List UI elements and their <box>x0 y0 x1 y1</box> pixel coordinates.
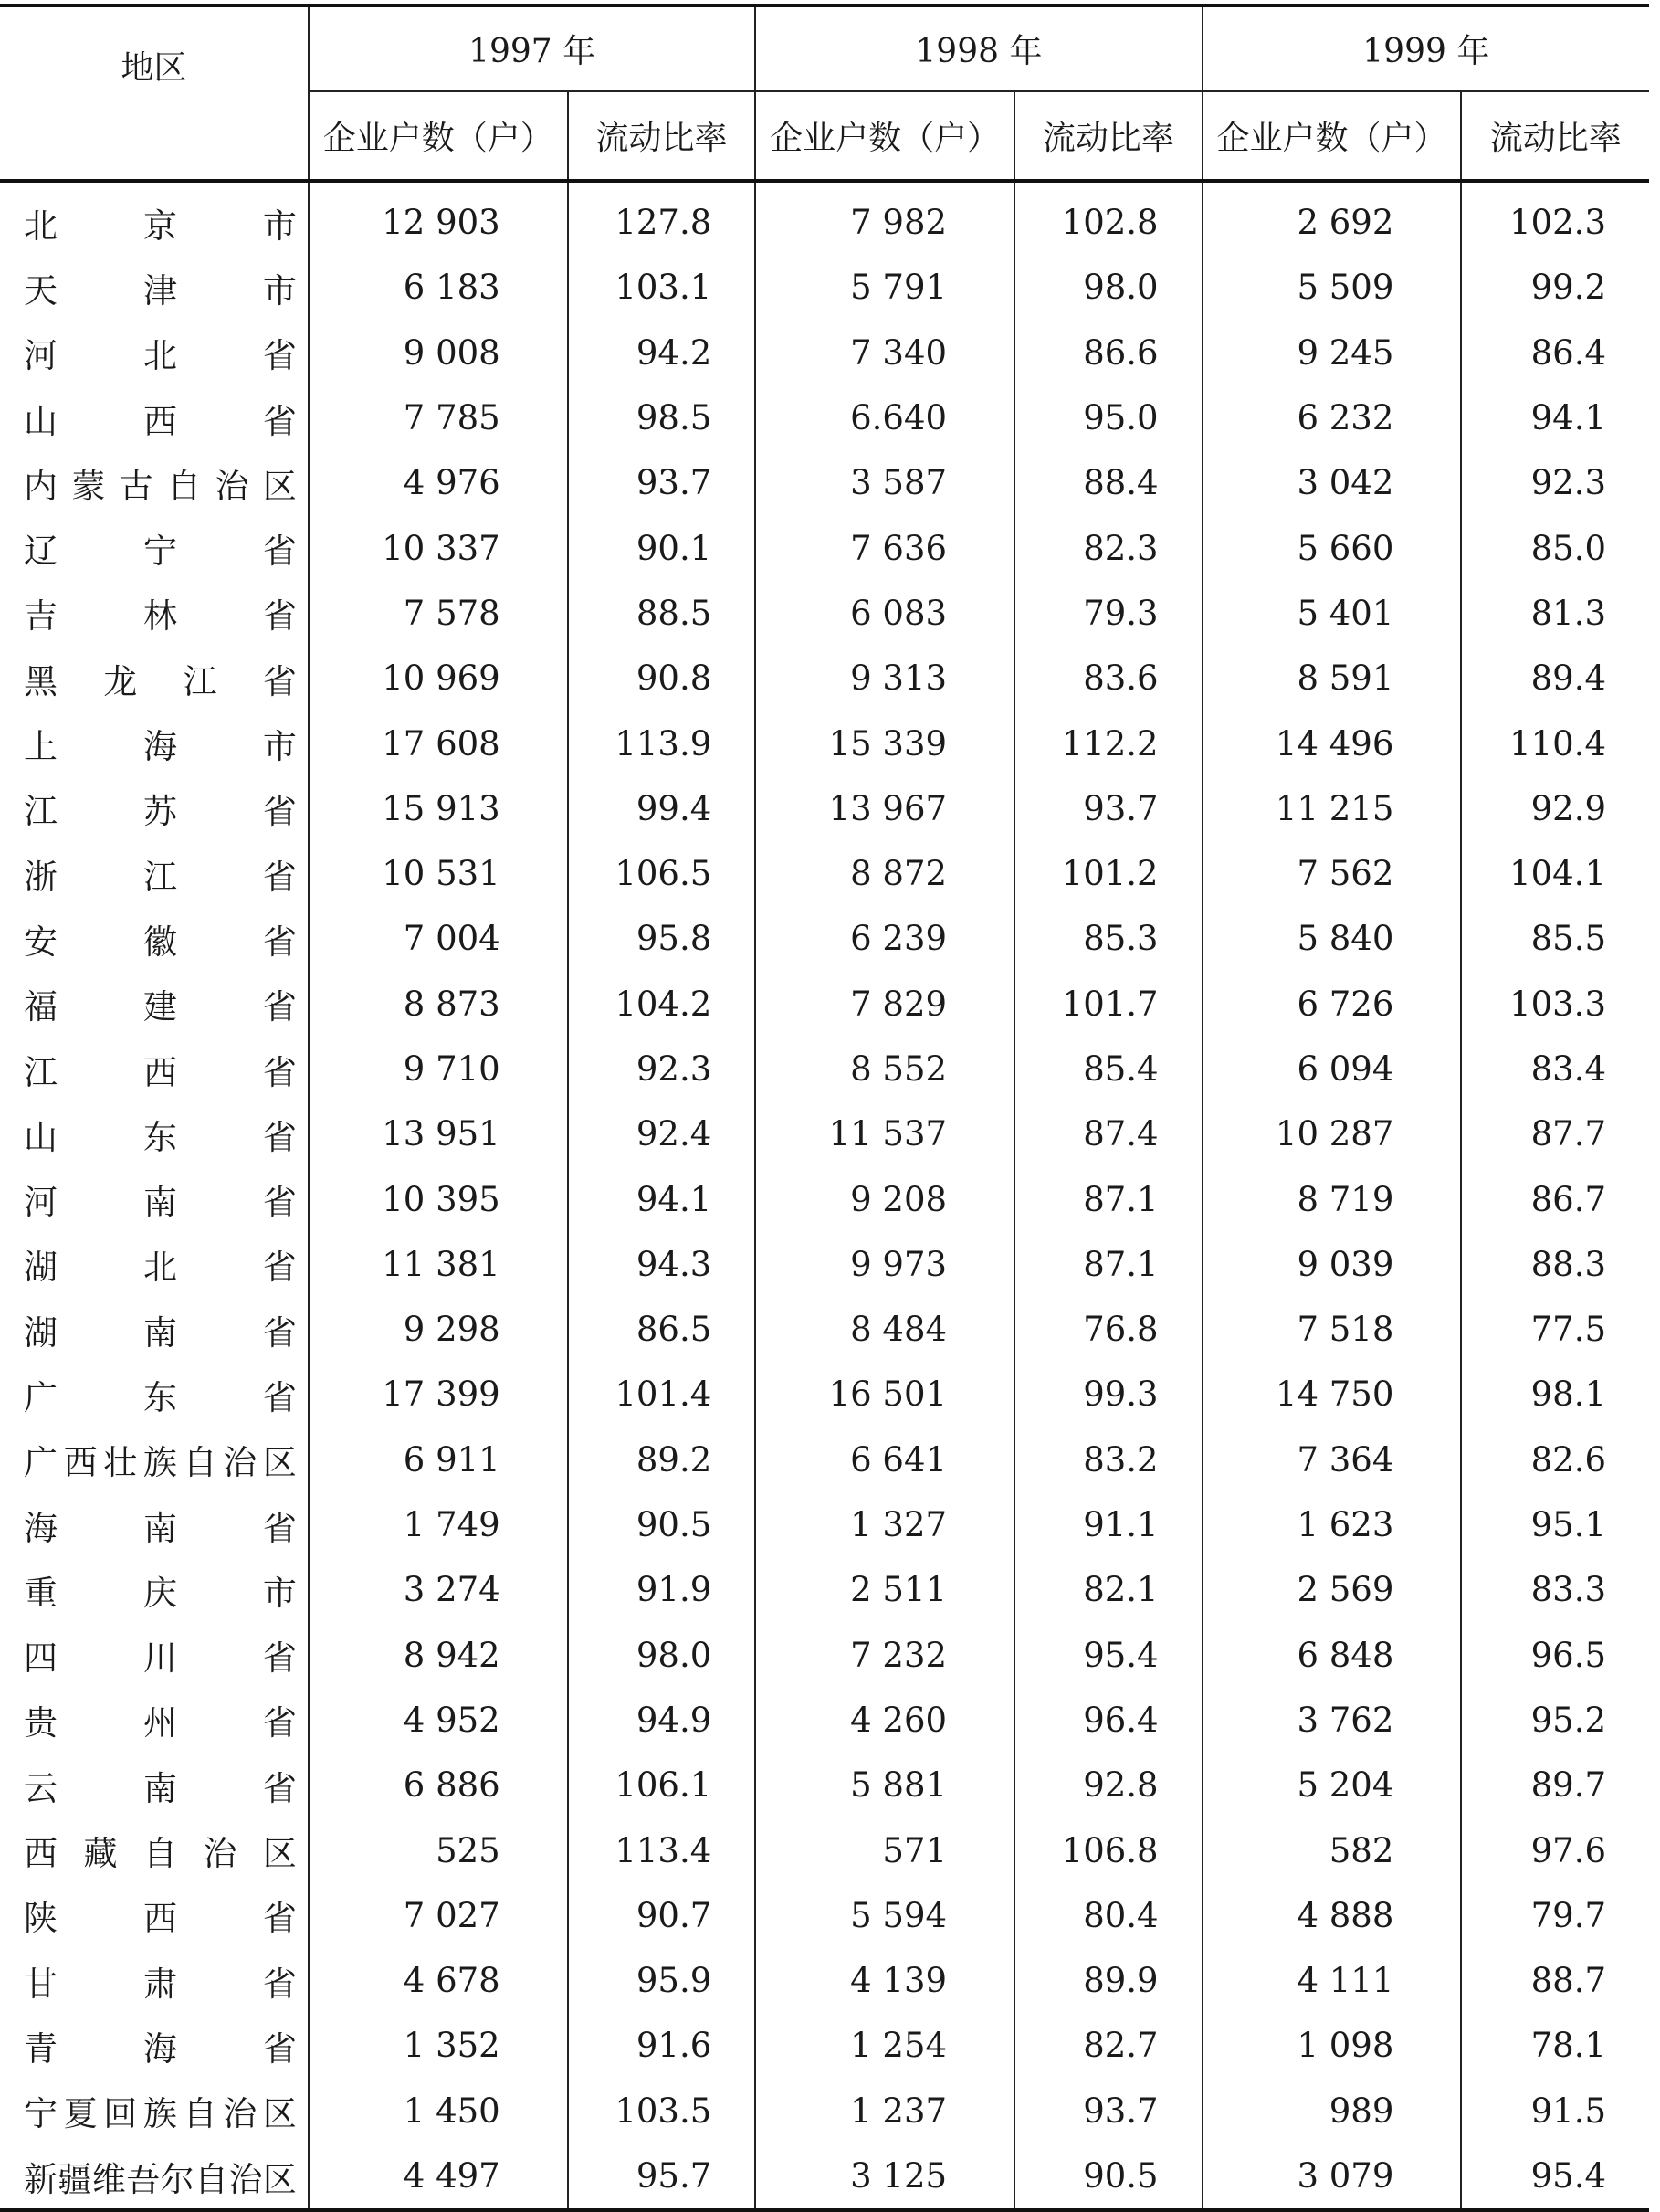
current-ratio-cell: 90.5 <box>568 1492 756 1557</box>
region-cell <box>0 450 309 515</box>
region-name: 山 东 省 <box>24 1117 297 1157</box>
region-name: 浙 江 省 <box>24 857 297 897</box>
enterprise-count-cell: 571 <box>755 1817 1014 1882</box>
enterprise-count-cell: 1 352 <box>309 2013 568 2078</box>
enterprise-count-cell: 4 111 <box>1203 1948 1462 2013</box>
region-name: 青 海 省 <box>24 2028 297 2069</box>
enterprise-count-cell: 4 976 <box>309 450 568 515</box>
enterprise-count-cell: 5 509 <box>1203 255 1462 320</box>
table-row <box>0 841 1649 906</box>
current-ratio-cell: 87.4 <box>1014 1101 1203 1166</box>
region-name: 上 海 市 <box>24 727 297 767</box>
enterprise-count-cell: 8 873 <box>309 972 568 1037</box>
enterprise-count-cell: 9 298 <box>309 1297 568 1362</box>
region-name: 江 西 省 <box>24 1052 297 1092</box>
enterprise-count-cell: 4 952 <box>309 1688 568 1753</box>
enterprise-count-cell: 6.640 <box>755 385 1014 450</box>
current-ratio-cell: 87.7 <box>1461 1101 1649 1166</box>
table-row <box>0 1232 1649 1297</box>
current-ratio-cell: 99.2 <box>1461 255 1649 320</box>
current-ratio-cell: 89.2 <box>568 1427 756 1492</box>
region-name: 云 南 省 <box>24 1768 297 1808</box>
enterprise-count-cell: 7 340 <box>755 321 1014 385</box>
current-ratio-cell: 99.4 <box>568 776 756 841</box>
enterprise-count-cell: 4 888 <box>1203 1883 1462 1948</box>
region-name: 海 南 省 <box>24 1508 297 1548</box>
region-cell <box>0 1688 309 1753</box>
region-name: 福 建 省 <box>24 987 297 1027</box>
current-ratio-cell: 106.1 <box>568 1753 756 1817</box>
current-ratio-cell: 88.5 <box>568 581 756 646</box>
enterprise-count-cell: 5 204 <box>1203 1753 1462 1817</box>
enterprise-count-cell: 14 750 <box>1203 1362 1462 1427</box>
current-ratio-cell: 82.6 <box>1461 1427 1649 1492</box>
current-ratio-cell: 94.2 <box>568 321 756 385</box>
enterprise-count-cell: 8 719 <box>1203 1166 1462 1231</box>
enterprise-count-cell: 16 501 <box>755 1362 1014 1427</box>
region-name: 内 蒙 古 自 治 区 <box>24 466 297 506</box>
enterprise-count-cell: 4 678 <box>309 1948 568 2013</box>
current-ratio-cell: 82.1 <box>1014 1557 1203 1622</box>
region-name: 河 北 省 <box>24 336 297 376</box>
region-cell <box>0 2013 309 2078</box>
current-ratio-cell: 112.2 <box>1014 711 1203 775</box>
current-ratio-cell: 104.1 <box>1461 841 1649 906</box>
enterprise-count-cell: 6 183 <box>309 255 568 320</box>
enterprise-count-cell: 5 660 <box>1203 515 1462 580</box>
region-cell <box>0 1427 309 1492</box>
current-ratio-cell: 91.9 <box>568 1557 756 1622</box>
table-row <box>0 581 1649 646</box>
current-ratio-cell: 87.1 <box>1014 1232 1203 1297</box>
enterprise-count-cell: 6 641 <box>755 1427 1014 1492</box>
current-ratio-cell: 95.7 <box>568 2144 756 2210</box>
region-cell <box>0 1948 309 2013</box>
current-ratio-cell: 83.3 <box>1461 1557 1649 1622</box>
current-ratio-cell: 92.4 <box>568 1101 756 1166</box>
enterprise-count-cell: 5 791 <box>755 255 1014 320</box>
region-name: 湖 北 省 <box>24 1248 297 1288</box>
table-row <box>0 181 1649 255</box>
enterprise-count-cell: 7 785 <box>309 385 568 450</box>
enterprise-count-cell: 14 496 <box>1203 711 1462 775</box>
region-cell <box>0 972 309 1037</box>
current-ratio-cell: 88.4 <box>1014 450 1203 515</box>
current-ratio-cell: 98.5 <box>568 385 756 450</box>
count-header: 企业户数（户） <box>755 91 1014 181</box>
current-ratio-cell: 90.1 <box>568 515 756 580</box>
count-header: 企业户数（户） <box>1203 91 1462 181</box>
region-name: 湖 南 省 <box>24 1312 297 1353</box>
current-ratio-cell: 101.7 <box>1014 972 1203 1037</box>
enterprise-count-cell: 525 <box>309 1817 568 1882</box>
region-cell <box>0 1166 309 1231</box>
enterprise-count-cell: 10 395 <box>309 1166 568 1231</box>
current-ratio-cell: 94.1 <box>1461 385 1649 450</box>
enterprise-count-cell: 13 951 <box>309 1101 568 1166</box>
table-row <box>0 1297 1649 1362</box>
current-ratio-cell: 106.8 <box>1014 1817 1203 1882</box>
current-ratio-cell: 98.0 <box>568 1623 756 1688</box>
enterprise-count-cell: 11 537 <box>755 1101 1014 1166</box>
region-name: 安 徽 省 <box>24 922 297 962</box>
enterprise-count-cell: 9 208 <box>755 1166 1014 1231</box>
current-ratio-cell: 101.2 <box>1014 841 1203 906</box>
current-ratio-cell: 90.8 <box>568 646 756 711</box>
table-row <box>0 1101 1649 1166</box>
region-name: 甘 肃 省 <box>24 1964 297 2004</box>
enterprise-count-cell: 1 254 <box>755 2013 1014 2078</box>
current-ratio-cell: 103.5 <box>568 2079 756 2144</box>
enterprise-count-cell: 7 004 <box>309 906 568 971</box>
year-header-1999: 1999 年 <box>1203 5 1649 91</box>
current-ratio-cell: 85.3 <box>1014 906 1203 971</box>
table-row <box>0 1883 1649 1948</box>
current-ratio-cell: 96.4 <box>1014 1688 1203 1753</box>
count-header: 企业户数（户） <box>309 91 568 181</box>
region-cell <box>0 321 309 385</box>
current-ratio-cell: 83.4 <box>1461 1037 1649 1101</box>
table-row <box>0 1948 1649 2013</box>
enterprise-count-cell: 9 313 <box>755 646 1014 711</box>
enterprise-count-cell: 8 591 <box>1203 646 1462 711</box>
region-cell <box>0 646 309 711</box>
enterprise-count-cell: 3 762 <box>1203 1688 1462 1753</box>
enterprise-count-cell: 6 726 <box>1203 972 1462 1037</box>
region-name: 陕 西 省 <box>24 1899 297 1939</box>
enterprise-count-cell: 8 872 <box>755 841 1014 906</box>
region-name: 贵 州 省 <box>24 1703 297 1743</box>
region-name: 河 南 省 <box>24 1183 297 1223</box>
enterprise-count-cell: 2 511 <box>755 1557 1014 1622</box>
region-cell <box>0 1492 309 1557</box>
region-name: 北 京 市 <box>24 205 297 246</box>
enterprise-count-cell: 9 245 <box>1203 321 1462 385</box>
current-ratio-cell: 77.5 <box>1461 1297 1649 1362</box>
table-row <box>0 450 1649 515</box>
enterprise-count-cell: 10 531 <box>309 841 568 906</box>
current-ratio-cell: 85.4 <box>1014 1037 1203 1101</box>
enterprise-count-cell: 1 327 <box>755 1492 1014 1557</box>
enterprise-count-cell: 582 <box>1203 1817 1462 1882</box>
current-ratio-cell: 83.6 <box>1014 646 1203 711</box>
enterprise-count-cell: 6 083 <box>755 581 1014 646</box>
region-cell <box>0 1101 309 1166</box>
region-cell <box>0 841 309 906</box>
enterprise-count-cell: 5 881 <box>755 1753 1014 1817</box>
enterprise-count-cell: 9 039 <box>1203 1232 1462 1297</box>
current-ratio-cell: 102.8 <box>1014 181 1203 255</box>
current-ratio-cell: 91.5 <box>1461 2079 1649 2144</box>
region-column-header: 地区 <box>0 5 309 181</box>
enterprise-count-cell: 15 913 <box>309 776 568 841</box>
enterprise-count-cell: 9 973 <box>755 1232 1014 1297</box>
enterprise-count-cell: 6 094 <box>1203 1037 1462 1101</box>
table-row <box>0 1753 1649 1817</box>
region-name: 吉 林 省 <box>24 596 297 637</box>
table-row <box>0 1492 1649 1557</box>
region-name: 辽 宁 省 <box>24 532 297 572</box>
enterprise-count-cell: 3 125 <box>755 2144 1014 2210</box>
enterprise-count-cell: 9 008 <box>309 321 568 385</box>
table-row <box>0 972 1649 1037</box>
current-ratio-cell: 95.0 <box>1014 385 1203 450</box>
current-ratio-cell: 90.7 <box>568 1883 756 1948</box>
current-ratio-cell: 103.1 <box>568 255 756 320</box>
enterprise-count-cell: 11 215 <box>1203 776 1462 841</box>
enterprise-count-cell: 7 636 <box>755 515 1014 580</box>
enterprise-count-cell: 7 518 <box>1203 1297 1462 1362</box>
region-cell <box>0 906 309 971</box>
current-ratio-cell: 86.6 <box>1014 321 1203 385</box>
table-row <box>0 1362 1649 1427</box>
region-cell <box>0 711 309 775</box>
current-ratio-cell: 86.5 <box>568 1297 756 1362</box>
year-header-row <box>0 5 1649 91</box>
enterprise-count-cell: 8 942 <box>309 1623 568 1688</box>
enterprise-count-cell: 7 562 <box>1203 841 1462 906</box>
region-cell <box>0 2079 309 2144</box>
enterprise-count-cell: 4 497 <box>309 2144 568 2210</box>
enterprise-count-cell: 5 401 <box>1203 581 1462 646</box>
year-header-1997: 1997 年 <box>309 5 755 91</box>
enterprise-count-cell: 1 749 <box>309 1492 568 1557</box>
current-ratio-cell: 82.7 <box>1014 2013 1203 2078</box>
enterprise-count-cell: 6 232 <box>1203 385 1462 450</box>
region-name: 天 津 市 <box>24 270 297 311</box>
regional-enterprise-table <box>0 4 1649 2212</box>
enterprise-count-cell: 7 027 <box>309 1883 568 1948</box>
enterprise-count-cell: 4 139 <box>755 1948 1014 2013</box>
current-ratio-cell: 93.7 <box>1014 776 1203 841</box>
current-ratio-cell: 89.7 <box>1461 1753 1649 1817</box>
enterprise-count-cell: 7 232 <box>755 1623 1014 1688</box>
current-ratio-cell: 104.2 <box>568 972 756 1037</box>
region-name: 四 川 省 <box>24 1638 297 1679</box>
current-ratio-cell: 101.4 <box>568 1362 756 1427</box>
current-ratio-cell: 83.2 <box>1014 1427 1203 1492</box>
region-name: 江 苏 省 <box>24 792 297 832</box>
current-ratio-cell: 82.3 <box>1014 515 1203 580</box>
current-ratio-cell: 81.3 <box>1461 581 1649 646</box>
region-name: 山 西 省 <box>24 401 297 441</box>
region-cell <box>0 1753 309 1817</box>
current-ratio-cell: 95.2 <box>1461 1688 1649 1753</box>
current-ratio-cell: 85.0 <box>1461 515 1649 580</box>
enterprise-count-cell: 17 399 <box>309 1362 568 1427</box>
region-name: 宁 夏 回 族 自 治 区 <box>24 2094 297 2134</box>
enterprise-count-cell: 1 450 <box>309 2079 568 2144</box>
current-ratio-cell: 89.4 <box>1461 646 1649 711</box>
enterprise-count-cell: 7 982 <box>755 181 1014 255</box>
enterprise-count-cell: 5 840 <box>1203 906 1462 971</box>
region-cell <box>0 1037 309 1101</box>
table-row <box>0 1557 1649 1622</box>
region-cell <box>0 1557 309 1622</box>
current-ratio-cell: 89.9 <box>1014 1948 1203 2013</box>
table-row <box>0 2144 1649 2210</box>
table-row <box>0 515 1649 580</box>
table-row <box>0 1817 1649 1882</box>
table-row <box>0 1688 1649 1753</box>
current-ratio-cell: 95.4 <box>1461 2144 1649 2210</box>
current-ratio-cell: 85.5 <box>1461 906 1649 971</box>
current-ratio-cell: 92.8 <box>1014 1753 1203 1817</box>
enterprise-count-cell: 17 608 <box>309 711 568 775</box>
table-row <box>0 385 1649 450</box>
table-body <box>0 181 1649 2210</box>
current-ratio-cell: 86.7 <box>1461 1166 1649 1231</box>
current-ratio-cell: 110.4 <box>1461 711 1649 775</box>
table-header <box>0 5 1649 181</box>
region-name: 重 庆 市 <box>24 1573 297 1613</box>
enterprise-count-cell: 7 578 <box>309 581 568 646</box>
enterprise-count-cell: 3 042 <box>1203 450 1462 515</box>
table-row <box>0 906 1649 971</box>
current-ratio-cell: 93.7 <box>568 450 756 515</box>
ratio-header: 流动比率 <box>1461 91 1649 181</box>
enterprise-count-cell: 1 623 <box>1203 1492 1462 1557</box>
current-ratio-cell: 95.4 <box>1014 1623 1203 1688</box>
year-header-1998: 1998 年 <box>755 5 1202 91</box>
table-row <box>0 711 1649 775</box>
enterprise-count-cell: 10 969 <box>309 646 568 711</box>
region-cell <box>0 776 309 841</box>
enterprise-count-cell: 6 886 <box>309 1753 568 1817</box>
current-ratio-cell: 79.3 <box>1014 581 1203 646</box>
region-cell <box>0 1817 309 1882</box>
current-ratio-cell: 94.9 <box>568 1688 756 1753</box>
current-ratio-cell: 93.7 <box>1014 2079 1203 2144</box>
enterprise-count-cell: 989 <box>1203 2079 1462 2144</box>
current-ratio-cell: 99.3 <box>1014 1362 1203 1427</box>
enterprise-count-cell: 7 364 <box>1203 1427 1462 1492</box>
enterprise-count-cell: 11 381 <box>309 1232 568 1297</box>
table-row <box>0 321 1649 385</box>
current-ratio-cell: 92.3 <box>1461 450 1649 515</box>
current-ratio-cell: 88.7 <box>1461 1948 1649 2013</box>
ratio-header: 流动比率 <box>1014 91 1203 181</box>
enterprise-count-cell: 1 237 <box>755 2079 1014 2144</box>
region-cell <box>0 181 309 255</box>
current-ratio-cell: 78.1 <box>1461 2013 1649 2078</box>
table-row <box>0 255 1649 320</box>
enterprise-count-cell: 8 484 <box>755 1297 1014 1362</box>
enterprise-count-cell: 3 274 <box>309 1557 568 1622</box>
region-cell <box>0 1623 309 1688</box>
enterprise-count-cell: 2 692 <box>1203 181 1462 255</box>
enterprise-count-cell: 13 967 <box>755 776 1014 841</box>
table-row <box>0 1166 1649 1231</box>
current-ratio-cell: 95.8 <box>568 906 756 971</box>
current-ratio-cell: 94.1 <box>568 1166 756 1231</box>
region-cell <box>0 385 309 450</box>
current-ratio-cell: 113.4 <box>568 1817 756 1882</box>
region-cell <box>0 1297 309 1362</box>
enterprise-count-cell: 10 337 <box>309 515 568 580</box>
current-ratio-cell: 79.7 <box>1461 1883 1649 1948</box>
region-name: 黑 龙 江 省 <box>24 661 297 701</box>
region-cell <box>0 1232 309 1297</box>
region-name: 广 西 壮 族 自 治 区 <box>24 1443 297 1483</box>
current-ratio-cell: 92.9 <box>1461 776 1649 841</box>
current-ratio-cell: 92.3 <box>568 1037 756 1101</box>
enterprise-count-cell: 6 239 <box>755 906 1014 971</box>
current-ratio-cell: 91.6 <box>568 2013 756 2078</box>
current-ratio-cell: 113.9 <box>568 711 756 775</box>
enterprise-count-cell: 1 098 <box>1203 2013 1462 2078</box>
current-ratio-cell: 102.3 <box>1461 181 1649 255</box>
current-ratio-cell: 91.1 <box>1014 1492 1203 1557</box>
current-ratio-cell: 94.3 <box>568 1232 756 1297</box>
enterprise-count-cell: 3 079 <box>1203 2144 1462 2210</box>
region-cell <box>0 1883 309 1948</box>
region-cell <box>0 515 309 580</box>
region-cell <box>0 255 309 320</box>
enterprise-count-cell: 2 569 <box>1203 1557 1462 1622</box>
enterprise-count-cell: 12 903 <box>309 181 568 255</box>
current-ratio-cell: 98.0 <box>1014 255 1203 320</box>
current-ratio-cell: 87.1 <box>1014 1166 1203 1231</box>
current-ratio-cell: 96.5 <box>1461 1623 1649 1688</box>
enterprise-count-cell: 3 587 <box>755 450 1014 515</box>
table-row <box>0 2013 1649 2078</box>
current-ratio-cell: 88.3 <box>1461 1232 1649 1297</box>
region-cell <box>0 2144 309 2210</box>
region-name: 广 东 省 <box>24 1377 297 1417</box>
table-row <box>0 1427 1649 1492</box>
current-ratio-cell: 95.1 <box>1461 1492 1649 1557</box>
ratio-header: 流动比率 <box>568 91 756 181</box>
enterprise-count-cell: 9 710 <box>309 1037 568 1101</box>
region-cell <box>0 581 309 646</box>
current-ratio-cell: 95.9 <box>568 1948 756 2013</box>
enterprise-count-cell: 6 848 <box>1203 1623 1462 1688</box>
current-ratio-cell: 106.5 <box>568 841 756 906</box>
enterprise-count-cell: 5 594 <box>755 1883 1014 1948</box>
current-ratio-cell: 97.6 <box>1461 1817 1649 1882</box>
region-name: 西 藏 自 治 区 <box>24 1834 297 1874</box>
region-name: 新 疆 维 吾 尔 自 治 区 <box>24 2159 297 2199</box>
enterprise-count-cell: 10 287 <box>1203 1101 1462 1166</box>
current-ratio-cell: 80.4 <box>1014 1883 1203 1948</box>
current-ratio-cell: 103.3 <box>1461 972 1649 1037</box>
enterprise-count-cell: 8 552 <box>755 1037 1014 1101</box>
table-row <box>0 646 1649 711</box>
current-ratio-cell: 90.5 <box>1014 2144 1203 2210</box>
table-row <box>0 776 1649 841</box>
current-ratio-cell: 76.8 <box>1014 1297 1203 1362</box>
current-ratio-cell: 127.8 <box>568 181 756 255</box>
current-ratio-cell: 86.4 <box>1461 321 1649 385</box>
enterprise-count-cell: 15 339 <box>755 711 1014 775</box>
table-row <box>0 2079 1649 2144</box>
enterprise-count-cell: 4 260 <box>755 1688 1014 1753</box>
region-cell <box>0 1362 309 1427</box>
current-ratio-cell: 98.1 <box>1461 1362 1649 1427</box>
enterprise-count-cell: 6 911 <box>309 1427 568 1492</box>
table-row <box>0 1623 1649 1688</box>
enterprise-count-cell: 7 829 <box>755 972 1014 1037</box>
table-row <box>0 1037 1649 1101</box>
